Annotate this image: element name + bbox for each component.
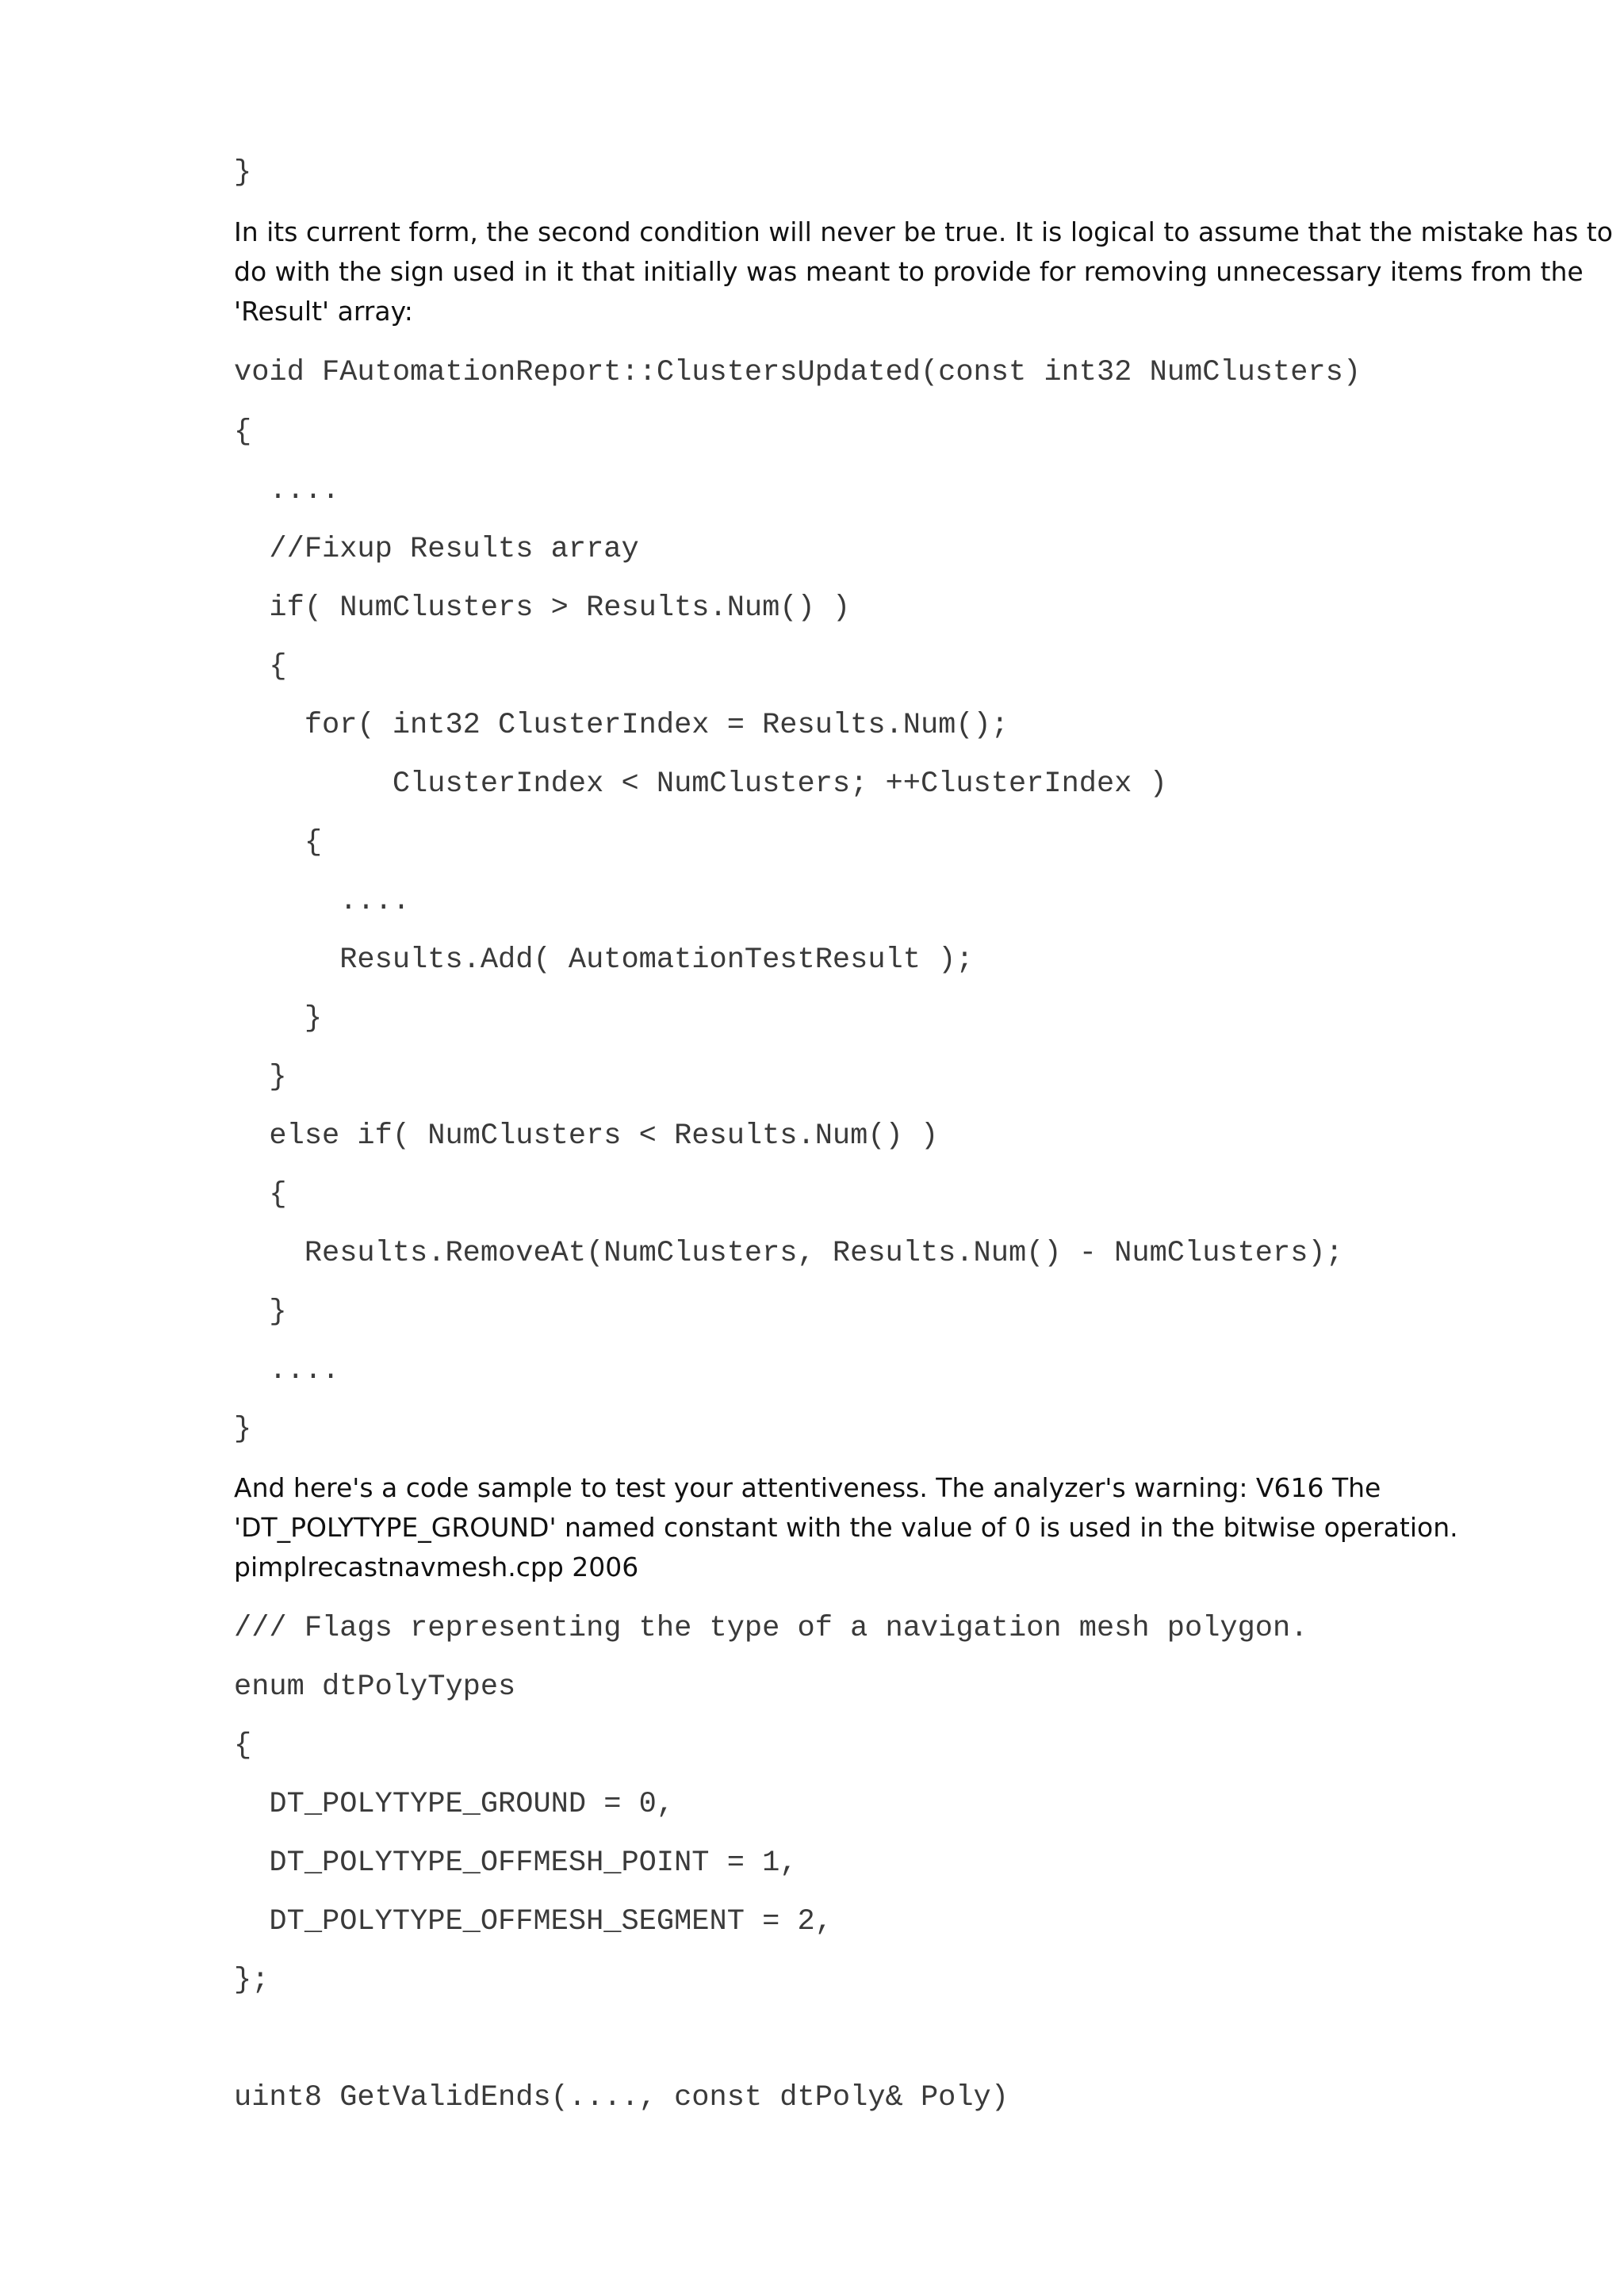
code-line: void FAutomationReport::ClustersUpdated(const int32 NumClusters) [234,356,1362,389]
code-line: .... [234,885,411,918]
paragraph-line: do with the sign used in it that initially was meant to provide for removing unnecessary items from the [234,256,1584,287]
paragraph-line: In its current form, the second condition will never be true. It is logical to assume that the mistake has to [234,216,1613,247]
paragraph-line: 'Result' array: [234,296,413,327]
paragraph-intro [234,212,1613,331]
code-line: { [234,1729,252,1762]
code-line: { [234,415,252,449]
paragraph-analyzer-warning [234,1468,1534,1587]
code-line: enum dtPolyTypes [234,1670,516,1704]
code-line: .... [234,1354,340,1387]
code-line: { [234,826,323,859]
code-line: Results.RemoveAt(NumClusters, Results.Num() - NumClusters); [234,1237,1343,1270]
code-line: DT_POLYTYPE_GROUND = 0, [234,1788,675,1821]
paragraph-line: pimplrecastnavmesh.cpp 2006 [234,1552,639,1582]
code-line: else if( NumClusters < Results.Num() ) [234,1119,939,1153]
code-line: } [234,1295,287,1329]
code-line: .... [234,474,340,507]
code-line: } [234,156,252,189]
code-line: } [234,1002,323,1035]
code-line: for( int32 ClusterIndex = Results.Num(); [234,709,1009,742]
paragraph-line: And here's a code sample to test your attentiveness. The analyzer's warning: V616 The [234,1472,1381,1503]
code-line: uint8 GetValidEnds(...., const dtPoly& Poly) [234,2081,1009,2114]
code-line: } [234,1413,252,1446]
code-line: if( NumClusters > Results.Num() ) [234,591,851,625]
code-line: ClusterIndex < NumClusters; ++ClusterIndex ) [234,767,1167,801]
code-line: { [234,1178,287,1211]
code-line: /// Flags representing the type of a navigation mesh polygon. [234,1612,1308,1645]
code-line: DT_POLYTYPE_OFFMESH_SEGMENT = 2, [234,1905,833,1938]
code-line: } [234,1061,287,1094]
code-line: }; [234,1964,270,1997]
paragraph-line: 'DT_POLYTYPE_GROUND' named constant with the value of 0 is used in the bitwise operation. [234,1512,1458,1543]
code-line: Results.Add( AutomationTestResult ); [234,943,974,977]
code-line: { [234,650,287,683]
code-line: //Fixup Results array [234,533,639,566]
code-line: DT_POLYTYPE_OFFMESH_POINT = 1, [234,1846,798,1880]
